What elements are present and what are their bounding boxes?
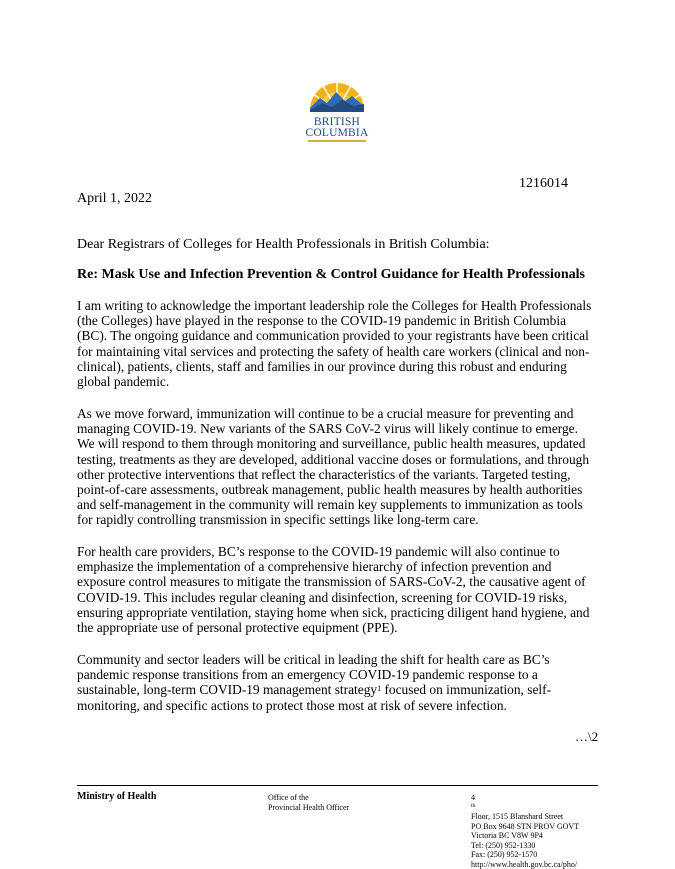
paragraph-text: focused on immunization, self- <box>381 682 551 697</box>
logo-underline <box>308 140 366 142</box>
paragraph-line: For health care providers, BC’s response to the COVID-19 pandemic will also continue to <box>77 544 607 559</box>
file-number: 1216014 <box>519 176 568 192</box>
address-city: Victoria BC V8W 9P4 <box>471 831 579 841</box>
floor-ordinal: th <box>471 803 475 809</box>
paragraph-line: managing COVID-19. New variants of the SARS CoV-2 virus will likely continue to emerge. <box>77 421 607 436</box>
paragraph-line: other protective interventions that reflect the characteristics of the variants. Targeted testing, <box>77 467 607 482</box>
paragraph-line: (BC). The ongoing guidance and communication provided to your registrants have been critical <box>77 328 607 343</box>
paragraph-line: exposure control measures to mitigate the transmission of SARS-CoV-2, the causative agent of <box>77 574 607 589</box>
floor-street: Floor, 1515 Blanshard Street <box>471 812 579 822</box>
paragraph-line: I am writing to acknowledge the important leadership role the Colleges for Health Professionals <box>77 298 607 313</box>
subject-line: Re: Mask Use and Infection Prevention & Control Guidance for Health Professionals <box>77 267 585 283</box>
paragraph-line: global pandemic. <box>77 374 607 389</box>
footer-ministry: Ministry of Health <box>77 791 156 802</box>
paragraph-line: for rapidly controlling transmission in specific settings like long-term care. <box>77 512 607 527</box>
floor-number: 4 <box>471 793 579 803</box>
paragraph-line: emphasize the implementation of a comprehensive hierarchy of infection prevention and <box>77 559 607 574</box>
footnote-reference[interactable]: 1 <box>377 684 381 693</box>
logo-text-british: BRITISH <box>296 116 378 128</box>
letter-date: April 1, 2022 <box>77 191 152 207</box>
paragraph-line-with-footnote <box>77 682 607 697</box>
paragraph-line: As we move forward, immunization will continue to be a crucial measure for preventing and <box>77 406 607 421</box>
paragraph-line: testing, treatments as they are developed, additional vaccine doses or formulations, and through <box>77 452 607 467</box>
footer-office <box>268 793 349 812</box>
paragraph-4 <box>77 652 607 713</box>
footer-address <box>471 793 579 869</box>
paragraph-line: point-of-care assessments, outbreak management, public health measures by health authorities <box>77 482 607 497</box>
address-po: PO Box 9648 STN PROV GOVT <box>471 822 579 832</box>
paragraph-line: We will respond to them through monitoring and surveillance, public health measures, updated <box>77 436 607 451</box>
office-line: Provincial Health Officer <box>268 803 349 813</box>
paragraph-3 <box>77 544 607 635</box>
salutation: Dear Registrars of Colleges for Health Professionals in British Columbia: <box>77 237 490 253</box>
paragraph-line: Community and sector leaders will be critical in leading the shift for health care as BC’s <box>77 652 607 667</box>
paragraph-line: (the Colleges) have played in the response to the COVID-19 pandemic in British Columbia <box>77 313 607 328</box>
continuation-marker: …\2 <box>575 729 598 745</box>
paragraph-line: the appropriate use of personal protective equipment (PPE). <box>77 620 607 635</box>
office-line: Office of the <box>268 793 349 803</box>
paragraph-line: pandemic response transitions from an emergency COVID-19 pandemic response to a <box>77 667 607 682</box>
paragraph-line: clinical), patients, clients, staff and families in our province during this robust and enduring <box>77 359 607 374</box>
bc-sun-mountain-icon <box>310 76 364 116</box>
paragraph-line: ensuring appropriate ventilation, staying home when sick, practicing diligent hand hygiene, and <box>77 605 607 620</box>
paragraph-line: for maintaining vital services and protecting the safety of health care workers (clinical and non- <box>77 344 607 359</box>
paragraph-line: COVID-19. This includes regular cleaning and disinfection, screening for COVID-19 risks, <box>77 590 607 605</box>
address-web-link[interactable]: http://www.health.gov.bc.ca/pho/ <box>471 860 579 869</box>
logo-text-columbia: COLUMBIA <box>296 127 378 139</box>
bc-government-logo <box>296 76 378 144</box>
paragraph-line: monitoring, and specific actions to protect those most at risk of severe infection. <box>77 698 607 713</box>
paragraph-1 <box>77 298 607 389</box>
paragraph-2 <box>77 406 607 528</box>
paragraph-text: sustainable, long-term COVID-19 management strategy <box>77 682 377 697</box>
address-tel: Tel: (250) 952-1330 <box>471 841 579 851</box>
footer-divider <box>77 785 598 786</box>
paragraph-line: and self-management in the community will remain key supplements to immunization as tools <box>77 497 607 512</box>
address-fax: Fax: (250) 952-1570 <box>471 850 579 860</box>
address-floor <box>471 793 579 822</box>
